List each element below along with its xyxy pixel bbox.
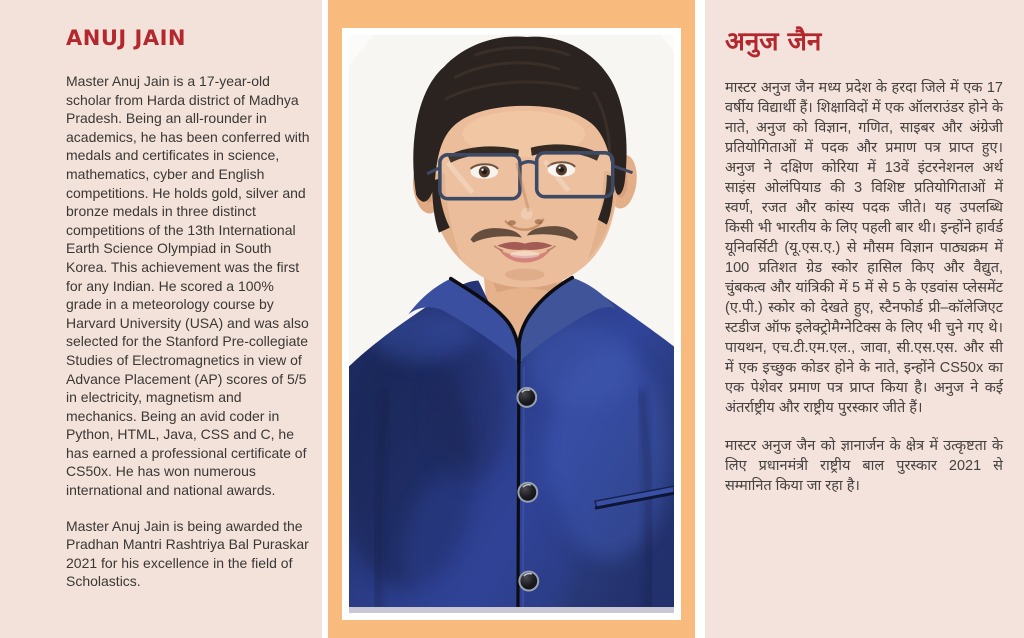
- english-heading: ANUJ JAIN: [66, 26, 186, 50]
- photo-frame: [342, 28, 681, 620]
- english-paragraph-1: Master Anuj Jain is a 17-year-old scholar from Harda district of Madhya Pradesh. Being an all-rounder in academics, he has been conferred with medals and certificates in science, mathematics, cyber and English competitions. He holds gold, silver and bronze medals in three distinct competitions of the 13th International Earth Science Olympiad in South Korea. This achievement was the first for any Indian. He scored a 100% grade in a meteorology course by Harvard University (USA) and was also selected for the Stanford Pre-collegiate Studies of Electromagnetics in view of Advance Placement (AP) scores of 5/5 in electricity, magnetism and mechanics. Being an avid coder in Python, HTML, Java, CSS and C, he has earned a professional certificate of CS50x. He has won numerous international and national awards.: [66, 73, 310, 499]
- hindi-bio-panel: [705, 0, 1024, 638]
- hindi-paragraph-1: मास्टर अनुज जैन मध्य प्रदेश के हरदा जिले में एक 17 वर्षीय विद्यार्थी हैं। शिक्षाविदों में एक ऑलराउंडर होने के नाते, अनुज को विज्ञान, गणित, साइबर और अंग्रेजी प्रतियोगिताओं में पदक और प्रमाण पत्र प्राप्त हुए। अनुज ने दक्षिण कोरिया में 13वें इंटरनेशनल अर्थ साइंस ओलंपियाड की 3 विशिष्ट प्रतियोगिताओं में स्वर्ण, रजत और कांस्य पदक जीते। यह उपलब्धि किसी भी भारतीय के लिए पहली बार थी। इन्होंने हार्वर्ड यूनिवर्सिटी (यू.एस.ए.) से मौसम विज्ञान पाठ्यक्रम में 100 प्रतिशत ग्रेड स्कोर हासिल किए और वैद्युत, चुंबकत्व और यांत्रिकी में 5 में से 5 के एडवांस प्लेसमेंट (ए.पी.) स्कोर को देखते हुए, स्टैनफोर्ड प्री–कॉलेजिएट स्टडीज ऑफ इलेक्ट्रोमैग्नेटिक्स के लिए भी चुने गए थे। पायथन, एच.टी.एम.एल., जावा, सी.एस.एस. और सी में एक इच्छुक कोडर होने के नाते, इन्होंने CS50x का एक पेशेवर प्रमाण पत्र प्राप्त किया है। अनुज ने कई अंतर्राष्ट्रीय और राष्ट्रीय पुरस्कार जीते हैं।: [725, 80, 1003, 416]
- hindi-paragraph-2: मास्टर अनुज जैन को ज्ञानार्जन के क्षेत्र में उत्कृष्टता के लिए प्रधानमंत्री राष्ट्रीय बाल पुरस्कार 2021 से सम्मानित किया जा रहा है।: [725, 438, 1003, 494]
- jacket: [349, 278, 674, 613]
- english-bio-panel: [0, 0, 322, 638]
- portrait-photo: [349, 35, 674, 613]
- english-paragraph-2: Master Anuj Jain is being awarded the Pradhan Mantri Rashtriya Bal Puraskar 2021 for his excellence in the field of Scholastics.: [66, 517, 309, 590]
- photo-panel: [328, 0, 695, 638]
- hindi-bio-content: [725, 22, 1003, 514]
- hindi-heading: अनुज जैन: [725, 27, 822, 57]
- photo-bottom-strip: [349, 607, 674, 613]
- english-bio-content: [66, 26, 313, 608]
